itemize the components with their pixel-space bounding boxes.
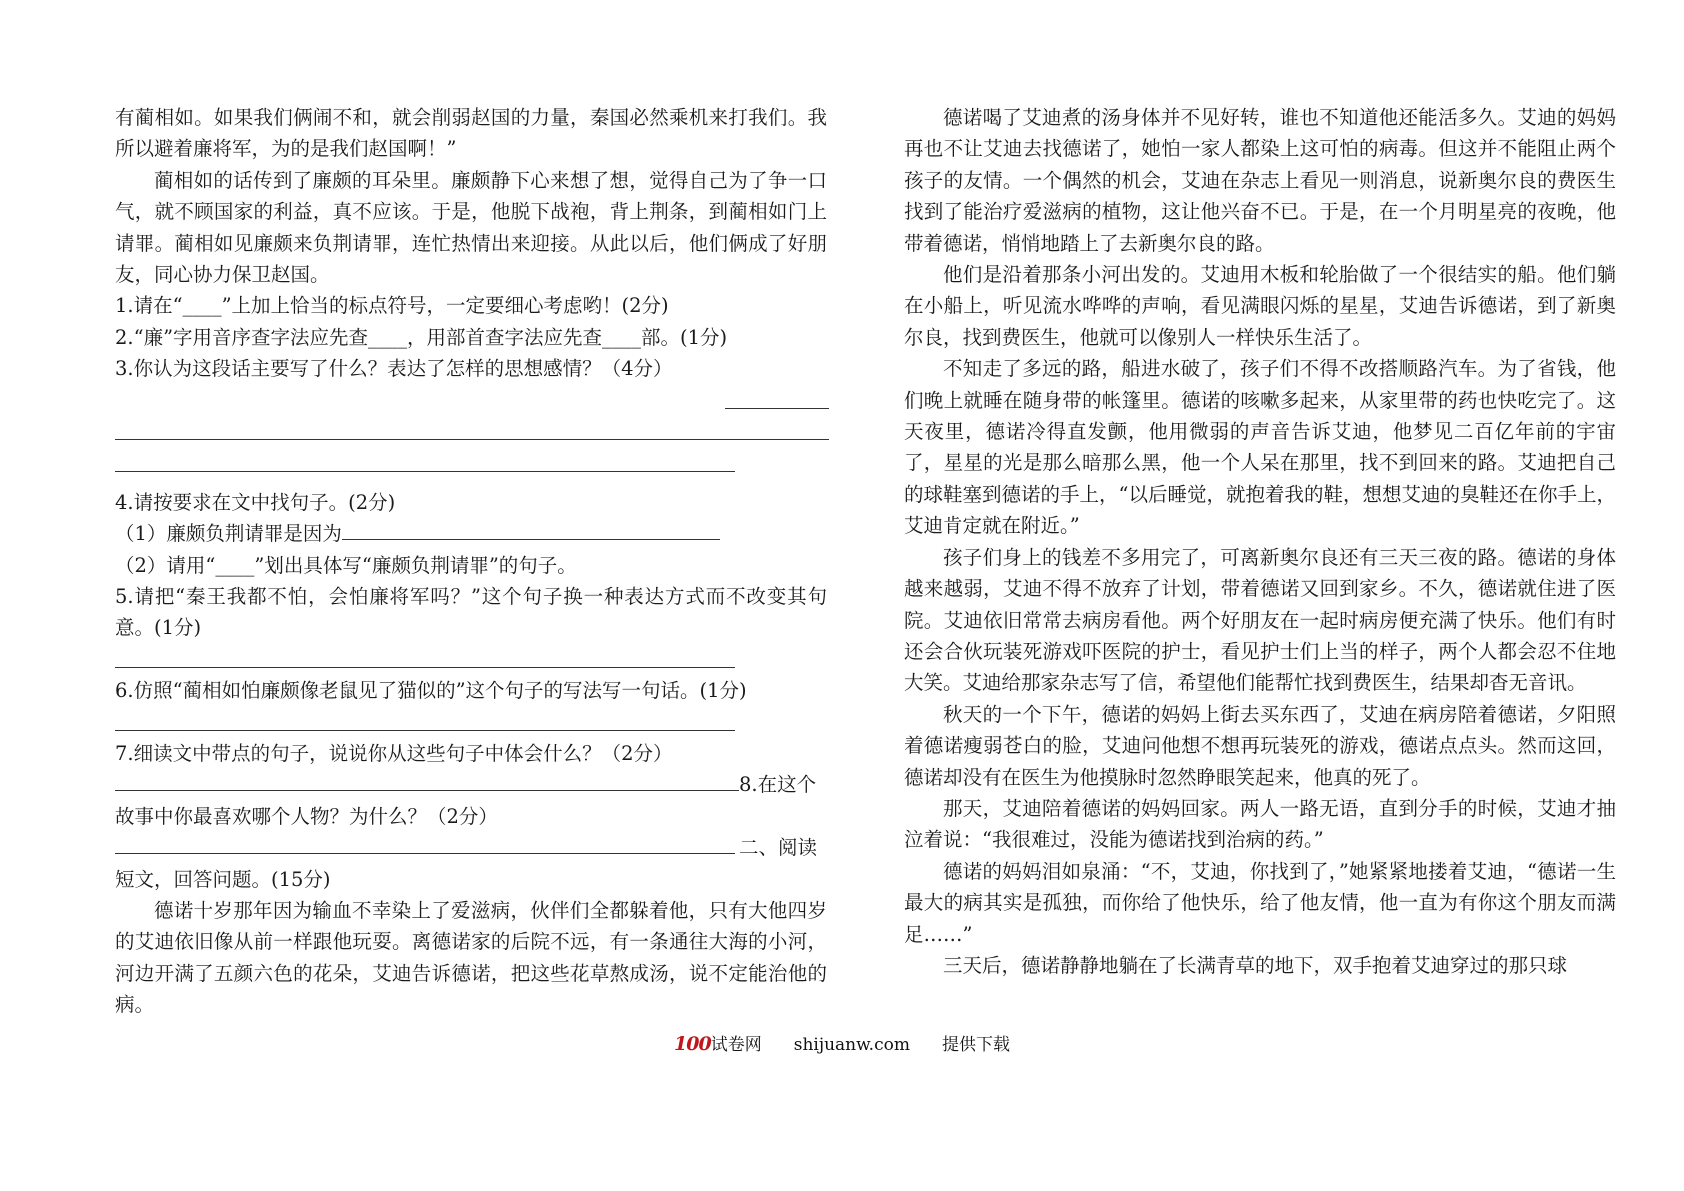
paragraph: 他们是沿着那条小河出发的。艾迪用木板和轮胎做了一个很结实的船。他们躺在小船上，听见流水哗哗的声响，看见满眼闪烁的星星，艾迪告诉德诺，到了新奥尔良，找到费医生，他就可以像别人一样快乐生活了。 (904, 263, 1616, 349)
section-2-heading-start: 二、阅读 (739, 836, 818, 860)
paragraph: 德诺十岁那年因为输血不幸染上了爱滋病，伙伴们全都躲着他，只有大他四岁的艾迪依旧像从前一样跟他玩耍。离德诺家的后院不远，有一条通往大海的小河，河边开满了五颜六色的花朵，艾迪告诉德诺，把这些花草熬成汤，说不定能治他的病。 (115, 899, 827, 1017)
answer-line[interactable] (115, 447, 827, 478)
question-3: 3.你认为这段话主要写了什么？表达了怎样的思想感情？（4分） (115, 357, 673, 381)
paragraph: 那天，艾迪陪着德诺的妈妈回家。两人一路无语，直到分手的时候，艾迪才抽泣着说：“我很难过，没能为德诺找到治病的药。” (904, 796, 1616, 852)
paragraph: 孩子们身上的钱差不多用完了，可离新奥尔良还有三天三夜的路。德诺的身体越来越弱，艾迪不得不放弃了计划，带着德诺又回到家乡。不久，德诺就住进了医院。艾迪依旧常常去病房看他。两个好朋友在一起时病房便充满了快乐。他们有时还会合伙玩装死游戏吓医院的护士，看见护士们上当的样子，两个人都会忍不住地大笑。艾迪给那家杂志写了信，希望他们能帮忙找到费医生，结果却杳无音讯。 (904, 545, 1616, 695)
question-8-start: 8.在这个 (739, 773, 817, 797)
question-2: 2.“廉”字用音序查字法应先查____，用部首查字法应先查____部。(1分) (115, 325, 728, 349)
question-4: 4.请按要求在文中找句子。(2分) (115, 490, 396, 514)
section-2-line (115, 832, 827, 863)
site-logo: 100 (674, 1033, 711, 1055)
question-6: 6.仿照“蔺相如怕廉颇像老鼠见了猫似的”这个句子的写法写一句话。(1分) (115, 679, 747, 703)
answer-line[interactable] (115, 770, 739, 791)
answer-line[interactable] (115, 385, 827, 416)
question-5: 5.请把“秦王我都不怕，会怕廉将军吗？”这个句子换一种表达方式而不改变其句意。(1分) (115, 585, 827, 640)
paragraph: 有蔺相如。如果我们俩闹不和，就会削弱赵国的力量，秦国必然乘机来打我们。我所以避着廉将军，为的是我们赵国啊！” (115, 106, 827, 161)
answer-line[interactable] (115, 644, 827, 675)
answer-line[interactable] (115, 416, 827, 447)
site-url[interactable]: shijuanw.com (793, 1035, 910, 1055)
question-1: 1.请在“____”上加上恰当的标点符号，一定要细心考虑哟！(2分) (115, 294, 669, 318)
page-footer (0, 1030, 1684, 1055)
site-name: 试卷网 (710, 1035, 762, 1055)
paragraph: 德诺喝了艾迪煮的汤身体并不见好转，谁也不知道他还能活多久。艾迪的妈妈再也不让艾迪去找德诺了，她怕一家人都染上这可怕的病毒。但这并不能阻止两个孩子的友情。一个偶然的机会，艾迪在杂志上看见一则消息，说新奥尔良的费医生找到了能治疗爱滋病的植物，这让他兴奋不已。于是，在一个月明星亮的夜晚，他带着德诺，悄悄地踏上了去新奥尔良的路。 (904, 106, 1616, 255)
right-column (904, 102, 1616, 981)
section-2-heading: 短文，回答问题。(15分) (115, 867, 331, 891)
footer-note: 提供下载 (941, 1035, 1010, 1055)
paragraph: 德诺的妈妈泪如泉涌：“不，艾迪，你找到了，”她紧紧地搂着艾迪，“德诺一生最大的病其实是孤独，而你给了他快乐，给了他友情，他一直为有你这个朋友而满足……” (904, 859, 1616, 946)
answer-line[interactable] (115, 707, 827, 738)
question-8-line (115, 769, 827, 800)
answer-line[interactable] (115, 833, 735, 854)
answer-line[interactable] (342, 519, 720, 540)
paragraph: 秋天的一个下午，德诺的妈妈上街去买东西了，艾迪在病房陪着德诺，夕阳照着德诺瘦弱苍白的脸，艾迪问他想不想再玩装死的游戏，德诺点点头。然而这回，德诺却没有在医生为他摸脉时忽然睁眼笑起来，他真的死了。 (904, 702, 1616, 789)
paragraph: 蔺相如的话传到了廉颇的耳朵里。廉颇静下心来想了想，觉得自己为了争一口气，就不顾国家的利益，真不应该。于是，他脱下战袍，背上荆条，到蔺相如门上请罪。蔺相如见廉颇来负荆请罪，连忙热情出来迎接。从此以后，他们俩成了好朋友，同心协力保卫赵国。 (115, 168, 827, 287)
question-8: 故事中你最喜欢哪个人物？为什么？（2分） (115, 804, 498, 828)
paragraph: 不知走了多远的路，船进水破了，孩子们不得不改搭顺路汽车。为了省钱，他们晚上就睡在随身带的帐篷里。德诺的咳嗽多起来，从家里带的药也快吃完了。这天夜里，德诺冷得直发颤，他用微弱的声音告诉艾迪，他梦见二百亿年前的宇宙了，星星的光是那么暗那么黑，他一个人呆在那里，找不到回来的路。艾迪把自己的球鞋塞到德诺的手上，“以后睡觉，就抱着我的鞋，想想艾迪的臭鞋还在你手上，艾迪肯定就在附近。” (904, 357, 1616, 538)
question-4-2: （2）请用“____”划出具体写“廉颇负荆请罪”的句子。 (115, 553, 577, 577)
question-4-1-text: （1）廉颇负荆请罪是因为 (115, 522, 342, 546)
left-column (115, 102, 827, 1021)
question-7: 7.细读文中带点的句子，说说你从这些句子中体会什么？（2分） (115, 742, 673, 766)
paragraph: 三天后，德诺静静地躺在了长满青草的地下，双手抱着艾迪穿过的那只球 (943, 953, 1568, 977)
question-4-1 (115, 518, 827, 549)
